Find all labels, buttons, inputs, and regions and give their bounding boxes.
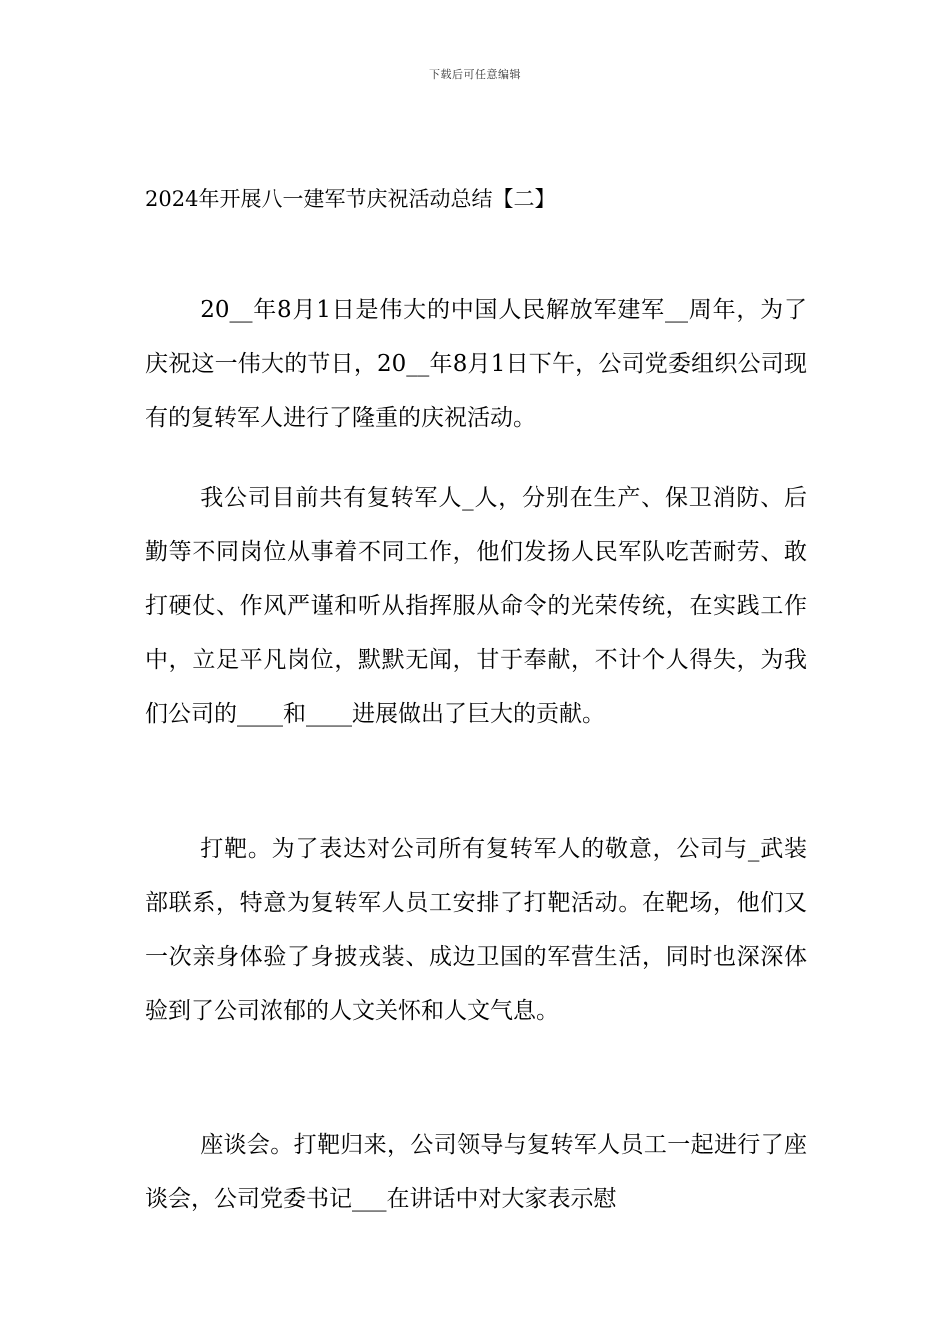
header-note: 下载后可任意编辑 xyxy=(429,68,521,81)
paragraph-3 xyxy=(145,822,807,1038)
paragraph-text: 座谈会。打靶归来，公司领导与复转军人员工一起进行了座谈会，公司党委书记___在讲话中对大家表示慰 xyxy=(145,1132,807,1212)
paragraph-4 xyxy=(145,1118,807,1226)
document-title: 2024年开展八一建军节庆祝活动总结【二】 xyxy=(145,187,556,211)
paragraph-text: 打靶。为了表达对公司所有复转军人的敬意，公司与_武装部联系，特意为复转军人员工安排了打靶活动。在靶场，他们又一次亲身体验了身披戎装、成边卫国的军营生活，同时也深深体验到了公司浓郁的人文关怀和人文气息。 xyxy=(145,836,807,1024)
paragraph-text: 20__年8月1日是伟大的中国人民解放军建军__周年，为了庆祝这一伟大的节日，20__年8月1日下午，公司党委组织公司现有的复转军人进行了隆重的庆祝活动。 xyxy=(145,297,807,431)
paragraph-1 xyxy=(145,283,807,445)
paragraph-text: 我公司目前共有复转军人_人，分别在生产、保卫消防、后勤等不同岗位从事着不同工作，他们发扬人民军队吃苦耐劳、敢打硬仗、作风严谨和听从指挥服从命令的光荣传统，在实践工作中，立足平凡岗位，默默无闻，甘于奉献，不计个人得失，为我们公司的____和____进展做出了巨大的贡献。 xyxy=(145,485,807,727)
paragraph-2 xyxy=(145,471,807,741)
